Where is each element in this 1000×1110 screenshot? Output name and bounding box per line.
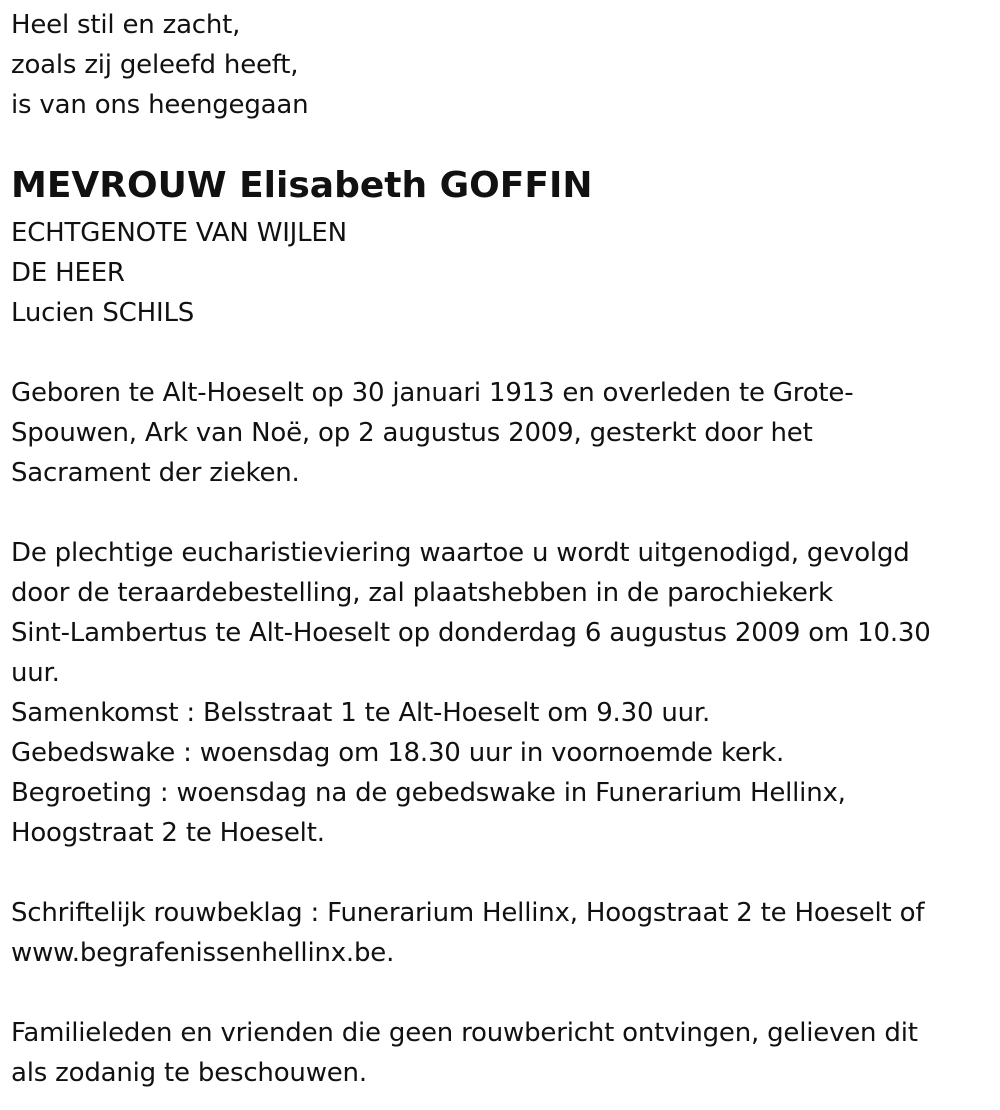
paragraph-line: Sacrament der zieken. (11, 458, 300, 488)
paragraph-line: uur. (11, 658, 60, 688)
intro-line: zoals zij geleefd heeft, (11, 50, 299, 80)
paragraph-line: De plechtige eucharistieviering waartoe u wordt uitgenodigd, gevolgd (11, 538, 910, 568)
paragraph-line: Hoogstraat 2 te Hoeselt. (11, 818, 325, 848)
family-notice-paragraph (11, 1013, 918, 1093)
gathering-line: Samenkomst : Belsstraat 1 te Alt-Hoeselt om 9.30 uur. (11, 698, 711, 728)
paragraph-line: door de teraardebestelling, zal plaatshebben in de parochiekerk (11, 578, 834, 608)
paragraph-line: Spouwen, Ark van Noë, op 2 augustus 2009, gesterkt door het (11, 418, 813, 448)
spouse-relation (11, 213, 347, 333)
paragraph-line: Schriftelijk rouwbeklag : Funerarium Hellinx, Hoogstraat 2 te Hoeselt of (11, 898, 925, 928)
greeting-line: Begroeting : woensdag na de gebedswake in Funerarium Hellinx, (11, 778, 846, 808)
intro-line: Heel stil en zacht, (11, 10, 241, 40)
vigil-line: Gebedswake : woensdag om 18.30 uur in voornoemde kerk. (11, 738, 785, 768)
paragraph-line: Sint-Lambertus te Alt-Hoeselt op donderdag 6 augustus 2009 om 10.30 (11, 618, 931, 648)
relation-line: DE HEER (11, 258, 125, 288)
relation-line: ECHTGENOTE VAN WIJLEN (11, 218, 347, 248)
deceased-name: MEVROUW Elisabeth GOFFIN (11, 165, 593, 206)
condolence-paragraph (11, 893, 924, 973)
website-line: www.begrafenissenhellinx.be. (11, 938, 395, 968)
intro-verse (11, 5, 308, 125)
intro-line: is van ons heengegaan (11, 90, 309, 120)
paragraph-line: Familieleden en vrienden die geen rouwbericht ontvingen, gelieven dit (11, 1018, 918, 1048)
paragraph-line: als zodanig te beschouwen. (11, 1058, 367, 1088)
birth-death-paragraph (11, 373, 853, 493)
paragraph-line: Geboren te Alt-Hoeselt op 30 januari 1913 en overleden te Grote- (11, 378, 854, 408)
relation-line: Lucien SCHILS (11, 298, 195, 328)
ceremony-paragraph (11, 533, 931, 853)
